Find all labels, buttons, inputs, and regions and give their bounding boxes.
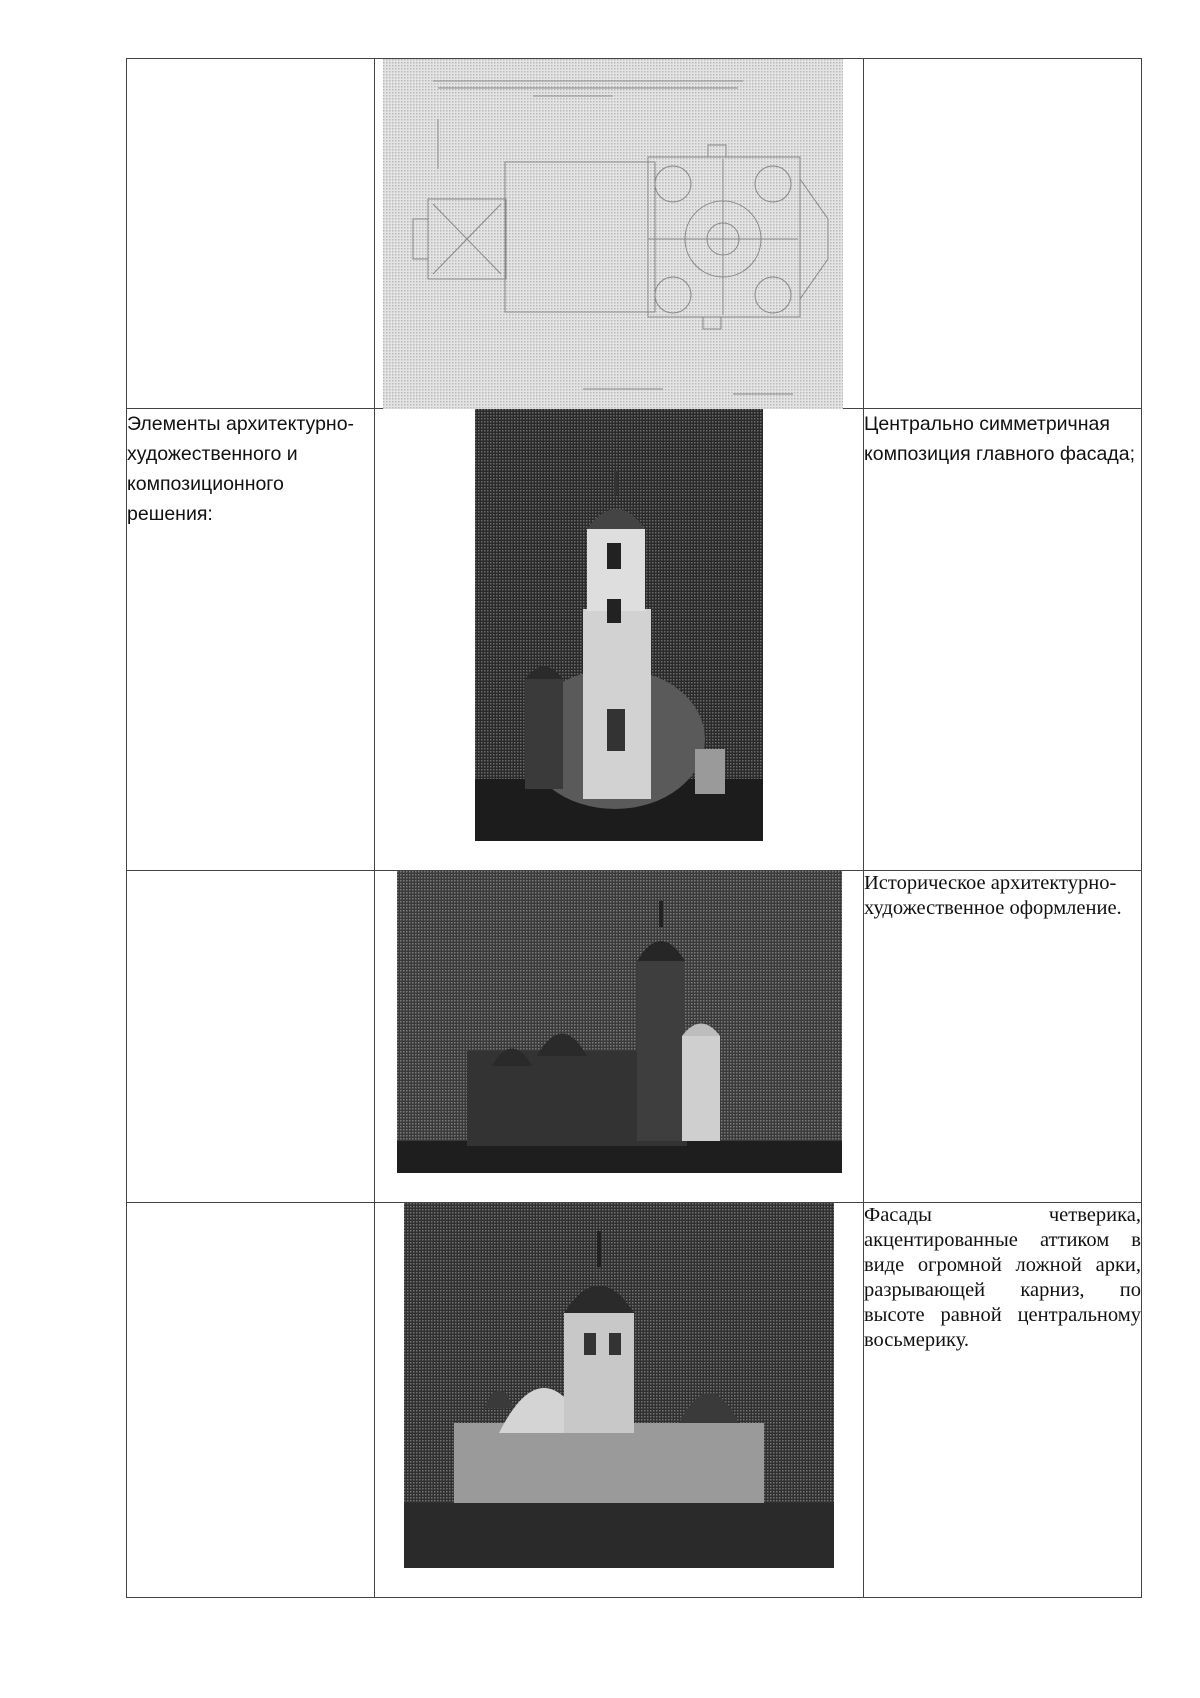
floor-plan-drawing [383, 59, 843, 409]
image-cell [375, 1203, 864, 1598]
element-label-cell [127, 871, 375, 1203]
element-label-cell: Элементы архитектурно-художественного и композиционного решения: [127, 409, 375, 871]
table-row [127, 1203, 1142, 1598]
monument-elements-table [126, 58, 1142, 1598]
table-row [127, 409, 1142, 871]
church-domes-photo [404, 1203, 834, 1568]
image-cell [375, 409, 864, 871]
element-description-cell [864, 59, 1142, 409]
church-side-view-photo [397, 871, 842, 1173]
element-description-cell: Центрально симметричная композиция главного фасада; [864, 409, 1142, 871]
element-description-cell: Фасады четверика, акцентированные аттиком в виде огромной ложной арки, разрывающей карниз, по высоте равной центральному восьмерику. [864, 1203, 1142, 1598]
element-label-cell [127, 59, 375, 409]
image-cell [375, 59, 864, 409]
image-cell [375, 871, 864, 1203]
table-row [127, 59, 1142, 409]
bell-tower-photo [475, 409, 763, 841]
element-description-cell: Историческое архитектурно-художественное оформление. [864, 871, 1142, 1203]
table-row [127, 871, 1142, 1203]
element-label-cell [127, 1203, 375, 1598]
